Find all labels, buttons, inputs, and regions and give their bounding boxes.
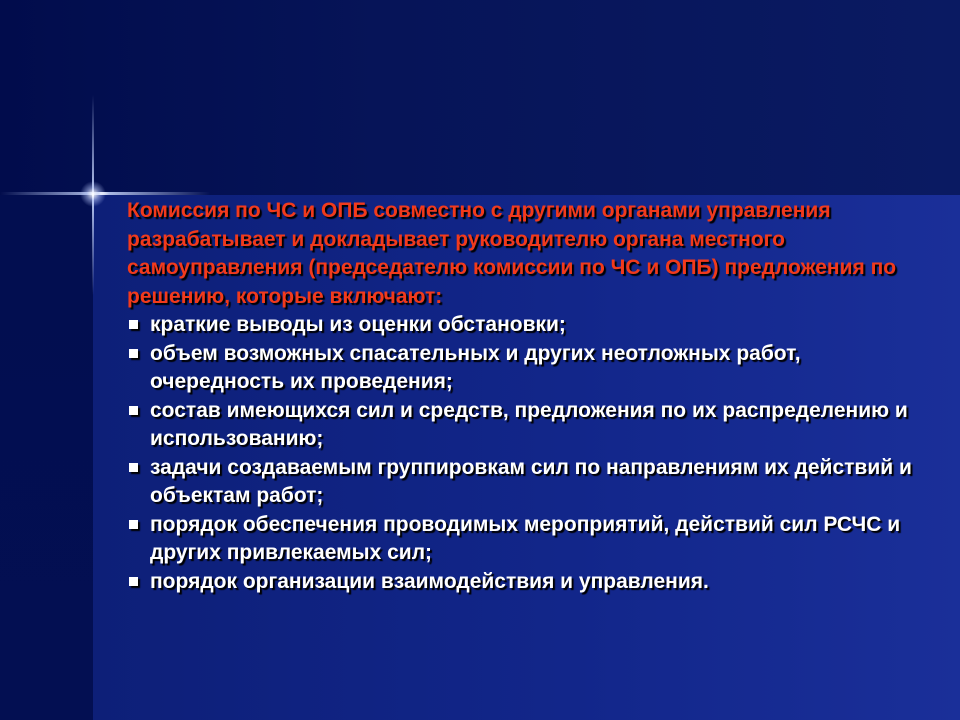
bullet-text: краткие выводы из оценки обстановки; <box>150 313 566 336</box>
bullet-item <box>127 568 927 597</box>
bullet-list <box>127 311 927 596</box>
bullet-text: порядок обеспечения проводимых мероприятий, действий сил РСЧС и других привлекаемых сил; <box>150 512 901 564</box>
slide-left-band <box>0 195 93 720</box>
intro-paragraph: Комиссия по ЧС и ОПБ совместно с другими органами управления разрабатывает и докладывает руководителю органа местного самоуправления (председателю комиссии по ЧС и ОПБ) предложения по решению, которые включают: <box>127 199 897 308</box>
square-bullet-icon <box>129 406 138 415</box>
square-bullet-icon <box>129 463 138 472</box>
bullet-item <box>127 511 927 568</box>
slide-top-band <box>0 0 960 195</box>
bullet-text: порядок организации взаимодействия и управления. <box>150 569 709 593</box>
bullet-item <box>127 397 927 454</box>
bullet-item <box>127 311 927 340</box>
bullet-item <box>127 454 927 511</box>
bullet-text: состав имеющихся сил и средств, предложения по их распределению и использованию; <box>150 398 908 450</box>
square-bullet-icon <box>129 320 138 329</box>
square-bullet-icon <box>129 520 138 529</box>
square-bullet-icon <box>129 349 138 358</box>
bullet-item <box>127 340 927 397</box>
bullet-text: задачи создаваемым группировкам сил по направлениям их действий и объектам работ; <box>150 455 912 507</box>
square-bullet-icon <box>129 577 138 586</box>
slide-body <box>127 197 927 596</box>
bullet-text: объем возможных спасательных и других неотложных работ, очередность их проведения; <box>150 341 801 393</box>
